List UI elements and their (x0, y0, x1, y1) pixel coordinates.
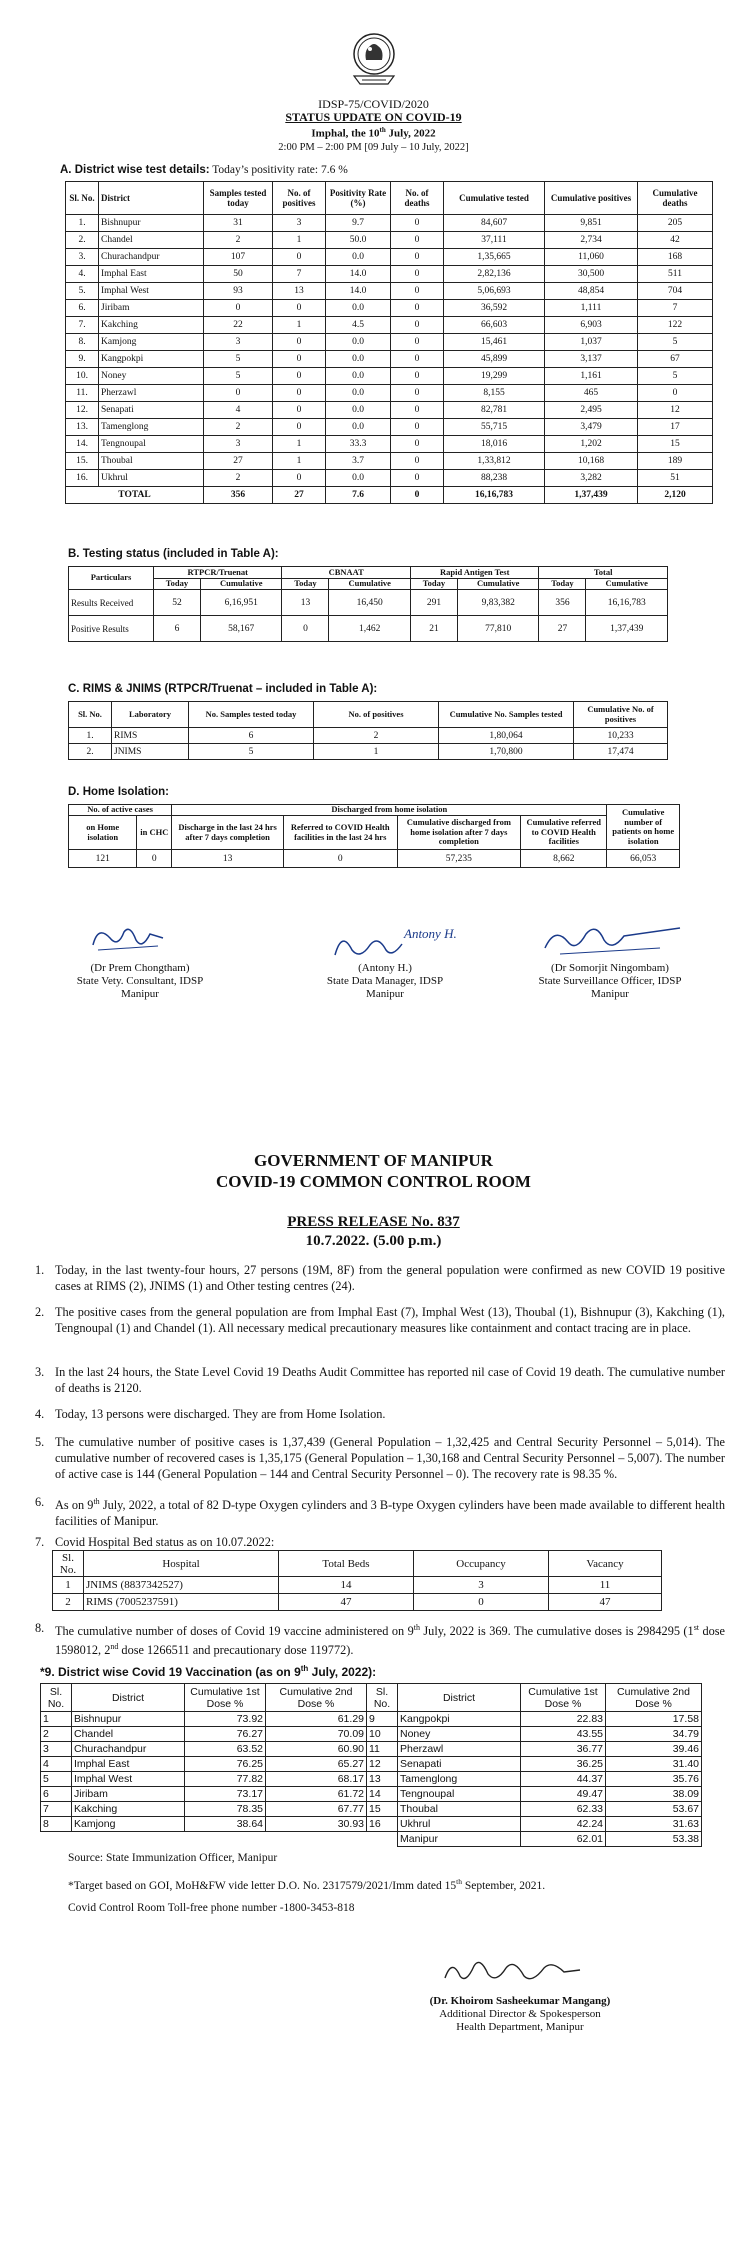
table-row: Positive Results 6 58,167 0 1,462 21 77,810 27 1,37,439 (69, 616, 668, 642)
col-header: Cumulative 1st Dose % (185, 1684, 266, 1712)
table-row: 11. Pherzawl 0 0 0.0 0 8,155 465 0 (66, 385, 713, 402)
spokesperson-block: (Dr. Khoirom Sasheekumar Mangang) Additional Director & Spokesperson Health Department, Manipur (429, 1995, 611, 2033)
table-row: 2 Chandel 76.27 70.09 10 Noney 43.55 34.79 (41, 1727, 702, 1742)
col-header: Sl. No. (69, 702, 112, 728)
press-release-title: PRESS RELEASE No. 837 10.7.2022. (5.00 p.m.) (287, 1214, 460, 1249)
para-1: 1. Today, in the last twenty-four hours, 27 persons (19M, 8F) from the general population were confirmed as new COVID 19 positive cases at RIMS (2), JNIMS (1) and Other testing centres (24). (35, 1263, 725, 1293)
table-row: 4 Imphal East 76.25 65.27 12 Senapati 36.25 31.40 (41, 1757, 702, 1772)
col-header: Sl. No. (53, 1551, 84, 1577)
para-7: 7. Covid Hospital Bed status as on 10.07.2022: (35, 1535, 275, 1549)
svg-text:Antony H.: Antony H. (404, 926, 457, 941)
report-ref: IDSP-75/COVID/2020 (318, 97, 429, 111)
target-note: *Target based on GOI, MoH&FW vide letter D.O. No. 2317579/2021/Imm dated 15th September, 2021. (68, 1877, 546, 1892)
col-header: Cumulative deaths (638, 182, 713, 215)
signatory-1: (Dr Prem Chongtham) State Vety. Consultant, IDSP Manipur (76, 962, 204, 1000)
table-row: 4. Imphal East 50 7 14.0 0 2,82,136 30,500 511 (66, 266, 713, 283)
para-9-heading: *9. District wise Covid 19 Vaccination (as on 9th July, 2022): (40, 1664, 377, 1679)
col-header: District (99, 182, 204, 215)
table-row: 6. Jiribam 0 0 0.0 0 36,592 1,111 7 (66, 300, 713, 317)
table-row: 6 Jiribam 73.17 61.72 14 Tengnoupal 49.47 38.09 (41, 1787, 702, 1802)
col-header: Cumulative (457, 579, 539, 590)
table-row: 13. Tamenglong 2 0 0.0 0 55,715 3,479 17 (66, 419, 713, 436)
table-row: 9. Kangpokpi 5 0 0.0 0 45,899 3,137 67 (66, 351, 713, 368)
manipur-emblem (348, 32, 400, 92)
vaccination-table (40, 1683, 702, 1847)
table-row-total: TOTAL 356 27 7.6 0 16,16,783 1,37,439 2,120 (66, 487, 713, 504)
report-period: 2:00 PM – 2:00 PM [09 July – 10 July, 2022] (278, 141, 469, 153)
para-2: 2. The positive cases from the general population are from Imphal East (7), Imphal West (13), Thoubal (1), Bishnupur (3), Kakching (1), Tengnoupal (1) and Chandel (1). All necessary medical precautionary measures like containment and contact tracing are in place. (35, 1305, 725, 1335)
table-row: 8. Kamjong 3 0 0.0 0 15,461 1,037 5 (66, 334, 713, 351)
table-row: 1. RIMS 6 2 1,80,064 10,233 (69, 728, 668, 744)
table-row: 15. Thoubal 27 1 3.7 0 1,33,812 10,168 189 (66, 453, 713, 470)
col-header: Today (154, 579, 201, 590)
col-header: Total Beds (279, 1551, 414, 1577)
col-header: Laboratory (112, 702, 189, 728)
col-header: No. Samples tested today (189, 702, 314, 728)
col-header: Cumulative tested (444, 182, 545, 215)
table-row: 5. Imphal West 93 13 14.0 0 5,06,693 48,854 704 (66, 283, 713, 300)
col-header: Vacancy (549, 1551, 662, 1577)
col-header: Today (410, 579, 457, 590)
signatory-2: (Antony H.) State Data Manager, IDSP Manipur (326, 962, 444, 1000)
table-row: 121 0 13 0 57,235 8,662 66,053 (69, 850, 680, 868)
table-row: 16. Ukhrul 2 0 0.0 0 88,238 3,282 51 (66, 470, 713, 487)
col-header: CBNAAT (282, 567, 410, 579)
para-8: 8. The cumulative number of doses of Covid 19 vaccine administered on 9th July, 2022 is 369. The cumulative doses is 2984295 (1st dose 1598012, 2nd dose 1266511 and precautionary dose 119772). (35, 1621, 726, 1658)
tollfree-note: Covid Control Room Toll-free phone number -1800-3453-818 (68, 1902, 355, 1914)
table-row: Results Received 52 6,16,951 13 16,450 291 9,83,382 356 16,16,783 (69, 590, 668, 616)
table-row: 7 Kakching 78.35 67.77 15 Thoubal 62.33 53.67 (41, 1802, 702, 1817)
positivity-note: Today’s positivity rate: 7.6 % (209, 164, 348, 176)
testing-status-table (68, 566, 668, 642)
col-header: Discharge in the last 24 hrs after 7 days completion (172, 816, 284, 850)
para-4: 4. Today, 13 persons were discharged. They are from Home Isolation. (35, 1407, 386, 1421)
table-row: 10. Noney 5 0 0.0 0 19,299 1,161 5 (66, 368, 713, 385)
para-3: 3. In the last 24 hours, the State Level Covid 19 Deaths Audit Committee has reported nil case of Covid 19 death. The cumulative number of deaths is 2120. (35, 1365, 725, 1395)
district-test-table (65, 181, 713, 504)
col-header: Cumulative No. of positives (574, 702, 668, 728)
col-header: Cumulative 2nd Dose % (266, 1684, 367, 1712)
col-header: Particulars (69, 567, 154, 590)
press-heading (0, 1150, 747, 1192)
table-c-heading: C. RIMS & JNIMS (RTPCR/Truenat – included in Table A): (68, 683, 378, 695)
control-room-title: COVID-19 COMMON CONTROL ROOM (216, 1172, 531, 1191)
para-5: 5. The cumulative number of positive cases is 1,37,439 (General Population – 1,32,425 and Central Security Personnel – 5,014). The cumulative number of recovered cases is 1,35,175 (General Population – 1,30,168 and Central Security Personnel – 5,007). The number of active case is 144 (General Population – 144 and Central Security Personnel – 0). The recovery rate is 98.35 %. (35, 1435, 725, 1481)
table-row: 12. Senapati 4 0 0.0 0 82,781 2,495 12 (66, 402, 713, 419)
hospital-bed-table (52, 1550, 662, 1611)
col-header: Rapid Antigen Test (410, 567, 538, 579)
col-header: No. of positives (314, 702, 439, 728)
report-title: STATUS UPDATE ON COVID-19 (285, 110, 462, 124)
table-d-heading: D. Home Isolation: (68, 786, 169, 798)
table-a-heading: A. District wise test details: Today’s positivity rate: 7.6 % (60, 164, 348, 176)
home-isolation-table (68, 804, 680, 868)
col-header: No. of active cases (69, 805, 172, 816)
col-header: Cumulative number of patients on home isolation (607, 805, 680, 850)
col-header: Total (539, 567, 668, 579)
col-header: No. of deaths (391, 182, 444, 215)
col-header: in CHC (137, 816, 172, 850)
table-row: 2. Chandel 2 1 50.0 0 37,111 2,734 42 (66, 232, 713, 249)
col-header: Referred to COVID Health facilities in the last 24 hrs (283, 816, 397, 850)
col-header: Cumulative (586, 579, 668, 590)
table-row: 1 Bishnupur 73.92 61.29 9 Kangpokpi 22.83 17.58 (41, 1712, 702, 1727)
para-6: 6. As on 9th July, 2022, a total of 82 D-type Oxygen cylinders and 3 B-type Oxygen cylinders have been made available to different health facilities of Manipur. (35, 1495, 725, 1529)
table-row: 2. JNIMS 5 1 1,70,800 17,474 (69, 744, 668, 760)
col-header: District (72, 1684, 185, 1712)
table-row: 1. Bishnupur 31 3 9.7 0 84,607 9,851 205 (66, 215, 713, 232)
col-header: Positivity Rate (%) (326, 182, 391, 215)
col-header: Cumulative discharged from home isolation after 7 days completion (397, 816, 521, 850)
col-header: on Home isolation (69, 816, 137, 850)
table-row: 3 Churachandpur 63.52 60.90 11 Pherzawl 36.77 39.46 (41, 1742, 702, 1757)
col-header: Cumulative (200, 579, 282, 590)
signature-antony (330, 920, 457, 965)
col-header: Samples tested today (204, 182, 273, 215)
col-header: Cumulative 1st Dose % (521, 1684, 606, 1712)
table-row: 5 Imphal West 77.82 68.17 13 Tamenglong 44.37 35.76 (41, 1772, 702, 1787)
col-header: Discharged from home isolation (172, 805, 607, 816)
col-header: Cumulative 2nd Dose % (606, 1684, 702, 1712)
source-note: Source: State Immunization Officer, Manipur (68, 1852, 278, 1864)
signature-spokesperson (440, 1950, 590, 1990)
signature-prem (88, 920, 168, 960)
table-row: 1 JNIMS (8837342527) 14 3 11 (53, 1577, 662, 1594)
col-header: Today (282, 579, 329, 590)
table-b-heading: B. Testing status (included in Table A): (68, 548, 279, 560)
col-header: Cumulative (329, 579, 411, 590)
col-header: Sl. No. (367, 1684, 398, 1712)
gov-title: GOVERNMENT OF MANIPUR (254, 1151, 493, 1170)
col-header: Hospital (84, 1551, 279, 1577)
col-header: Sl. No. (41, 1684, 72, 1712)
col-header: No. of positives (273, 182, 326, 215)
col-header: Cumulative referred to COVID Health facilities (521, 816, 607, 850)
report-header (0, 98, 747, 154)
table-row: 14. Tengnoupal 3 1 33.3 0 18,016 1,202 15 (66, 436, 713, 453)
col-header: Today (539, 579, 586, 590)
col-header: Cumulative No. Samples tested (439, 702, 574, 728)
col-header: Occupancy (414, 1551, 549, 1577)
col-header: District (398, 1684, 521, 1712)
table-row-total: Manipur 62.01 53.38 (41, 1832, 702, 1847)
table-row: 7. Kakching 22 1 4.5 0 66,603 6,903 122 (66, 317, 713, 334)
table-row: 8 Kamjong 38.64 30.93 16 Ukhrul 42.24 31.63 (41, 1817, 702, 1832)
report-place-date: Imphal, the 10th July, 2022 (311, 126, 436, 140)
col-header: Cumulative positives (545, 182, 638, 215)
signature-somorjit (540, 918, 690, 963)
rims-jnims-table (68, 701, 668, 760)
col-header: Sl. No. (66, 182, 99, 215)
table-row: 2 RIMS (7005237591) 47 0 47 (53, 1594, 662, 1611)
table-row: 3. Churachandpur 107 0 0.0 0 1,35,665 11,060 168 (66, 249, 713, 266)
col-header: RTPCR/Truenat (154, 567, 282, 579)
signatory-3: (Dr Somorjit Ningombam) State Surveillance Officer, IDSP Manipur (538, 962, 682, 1000)
